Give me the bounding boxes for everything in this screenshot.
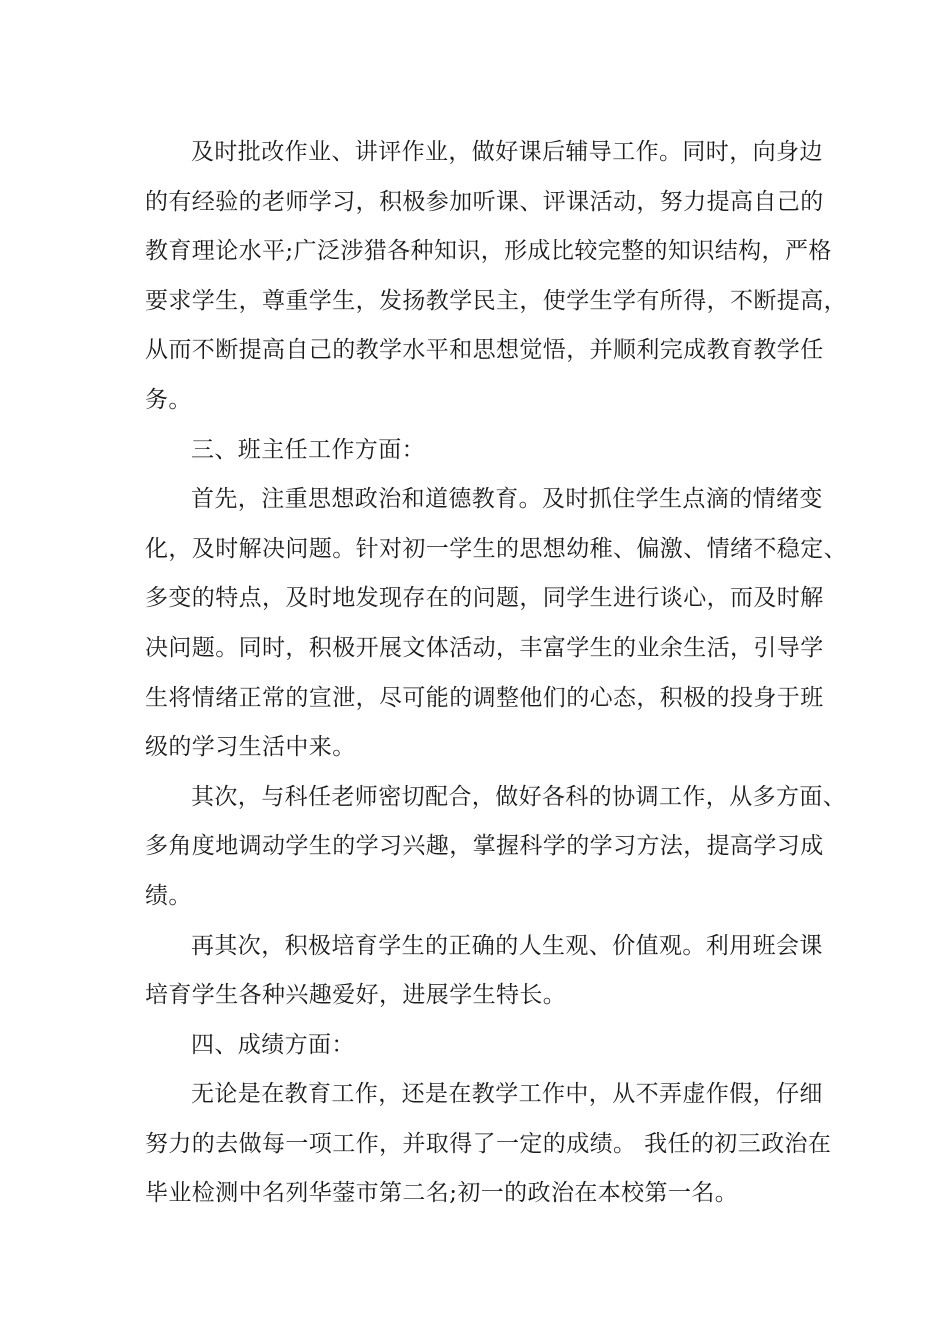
text-line: 从而不断提高自己的教学水平和思想觉悟，并顺利完成教育教学任 xyxy=(145,337,824,364)
text-line: 其次，与科任老师密切配合，做好各科的协调工作，从多方面、 xyxy=(191,783,847,810)
section-heading: 四、成绩方面： xyxy=(191,1031,355,1058)
text-line: 多角度地调动学生的学习兴趣，掌握科学的学习方法，提高学习成 xyxy=(145,833,824,860)
text-line: 及时批改作业、讲评作业，做好课后辅导工作。同时，向身边 xyxy=(191,139,823,165)
text-line: 首先，注重思想政治和道德教育。及时抓住学生点滴的情绪变 xyxy=(191,486,823,513)
text-line: 毕业检测中名列华蓥市第二名;初一的政治在本校第一名。 xyxy=(145,1180,739,1207)
section-heading: 三、班主任工作方面： xyxy=(191,436,425,463)
text-line: 决问题。同时，积极开展文体活动，丰富学生的业余生活，引导学 xyxy=(145,634,824,661)
text-line: 化，及时解决问题。针对初一学生的思想幼稚、偏激、情绪不稳定、 xyxy=(145,535,847,562)
text-line: 生将情绪正常的宣泄，尽可能的调整他们的心态，积极的投身于班 xyxy=(145,684,824,711)
text-line: 培育学生各种兴趣爱好，进展学生特长。 xyxy=(145,982,567,1009)
text-line: 的有经验的老师学习，积极参加听课、评课活动，努力提高自己的 xyxy=(145,188,824,215)
text-line: 再其次，积极培育学生的正确的人生观、价值观。利用班会课 xyxy=(191,932,823,959)
text-line: 多变的特点，及时地发现存在的问题，同学生进行谈心，而及时解 xyxy=(145,585,824,612)
text-line: 绩。 xyxy=(145,882,192,909)
text-line: 级的学习生活中来。 xyxy=(145,734,356,761)
text-line: 务。 xyxy=(145,386,192,413)
text-line: 教育理论水平;广泛涉猎各种知识，形成比较完整的知识结构，严格 xyxy=(145,238,832,265)
text-line: 无论是在教育工作，还是在教学工作中，从不弄虚作假，仔细 xyxy=(191,1081,823,1108)
text-line: 努力的去做每一项工作，并取得了一定的成绩。 我任的初三政治在 xyxy=(145,1130,832,1157)
text-line: 要求学生，尊重学生，发扬教学民主，使学生学有所得，不断提高， xyxy=(145,287,847,314)
document-body xyxy=(145,128,847,1219)
